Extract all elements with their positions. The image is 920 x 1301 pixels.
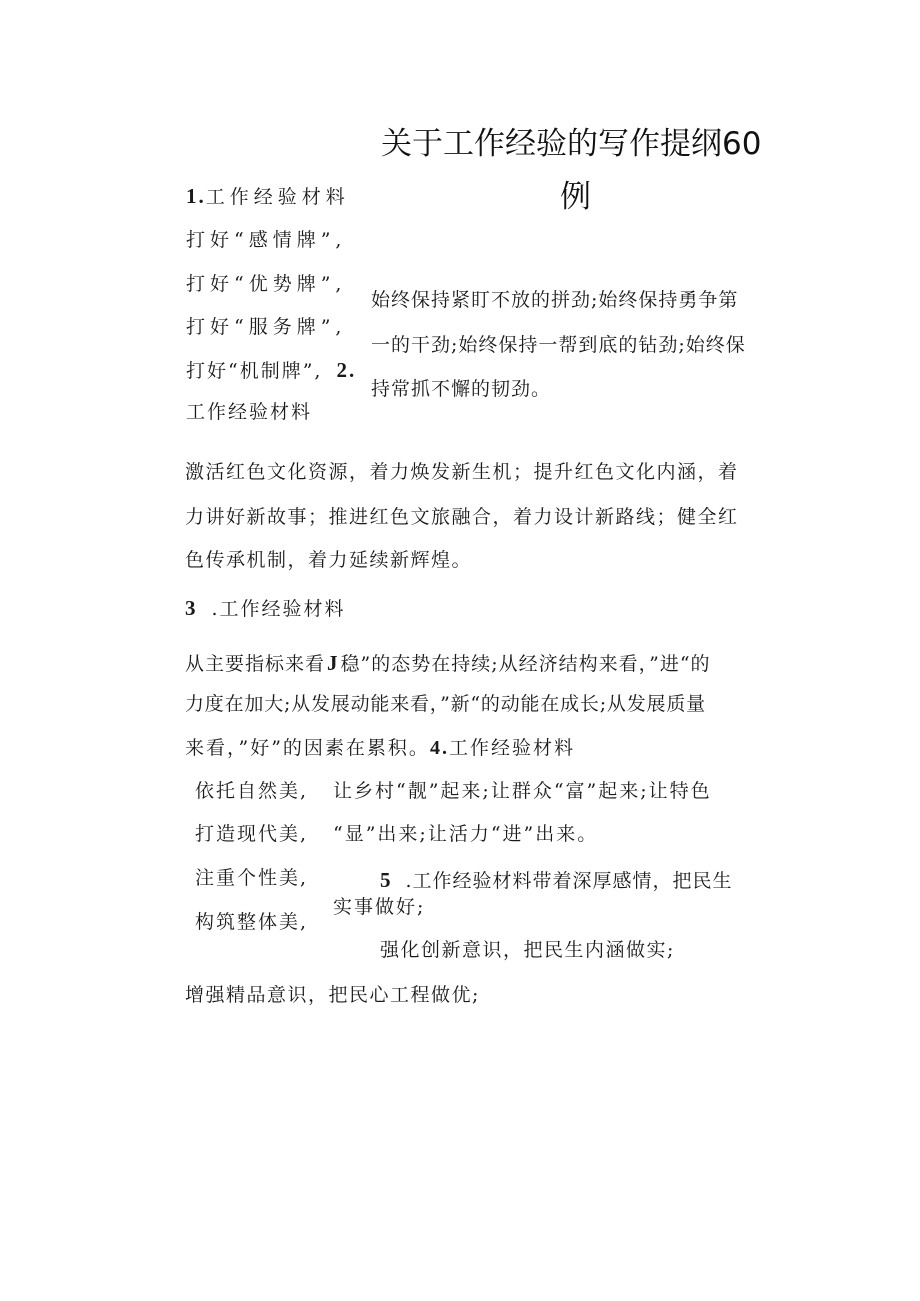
section-1-title: 工作经验材料 [205, 186, 350, 208]
section-3-line [185, 653, 711, 674]
section-3-line [185, 738, 575, 758]
section-5-heading [380, 870, 733, 891]
section-2b-line: 激活红色文化资源，着力焕发新生机；提升红色文化内涵，着 [185, 461, 739, 483]
section-4-right-line: 让乡村“靓”起来;让群众“富”起来;让特色 [333, 780, 712, 802]
page-title: 关于工作经验的写作提纲60 [381, 126, 762, 162]
section-4-left-item: 打造现代美, [195, 823, 309, 845]
section-1-item-row [186, 360, 356, 381]
section-2-line: 一的干劲;始终保持一帮到底的钻劲;始终保 [371, 334, 746, 356]
section-3-heading [185, 598, 346, 619]
section-3-j-mark: J [327, 651, 339, 675]
section-4-title: 工作经验材料 [448, 737, 575, 759]
section-4-number: 4. [429, 737, 449, 759]
section-2-line: 始终保持紧盯不放的拼劲;始终保持勇争第 [371, 289, 739, 311]
section-2b-line: 力讲好新故事；推进红色文旅融合，着力设计新路线；健全红 [185, 506, 739, 528]
section-5-line: 强化创新意识，把民生内涵做实; [380, 939, 675, 961]
section-5-line: 实事做好; [333, 896, 426, 918]
section-1-item: 打好“服务牌”, [186, 316, 347, 338]
section-1-item: 打好“感情牌”, [186, 229, 347, 251]
section-2-line: 持常抓不懈的韧劲。 [371, 378, 552, 400]
section-2-number: 2. [336, 358, 357, 382]
section-1-item: 打好“机制牌”, [186, 360, 323, 382]
section-3-number: 3 [185, 596, 198, 620]
section-1-item: 打好“优势牌”, [186, 273, 347, 295]
section-3-line: 力度在加大;从发展动能来看，”新“的动能在成长;从发展质量 [185, 693, 706, 715]
section-3-title: .工作经验材料 [211, 598, 346, 620]
section-4-right-line: “显”出来;让活力“进”出来。 [333, 823, 599, 845]
page-title-continued: 例 [560, 179, 591, 215]
section-1-number: 1. [186, 184, 206, 208]
section-5-number: 5 [380, 868, 392, 892]
section-4-left-item: 注重个性美, [195, 867, 309, 889]
section-5-title: .工作经验材料带着深厚感情，把民生 [405, 870, 733, 892]
section-4-left-item: 构筑整体美, [195, 911, 309, 933]
section-2-title: 工作经验材料 [186, 401, 313, 423]
section-3-text: 来看，”好”的因素在累积。 [185, 737, 430, 759]
section-1-heading [186, 186, 350, 207]
section-3-text: 稳”的态势在持续;从经济结构来看，”进“的 [340, 653, 711, 675]
section-5-line: 增强精品意识，把民心工程做优; [185, 984, 480, 1006]
section-2b-line: 色传承机制，着力延续新辉煌。 [185, 549, 473, 571]
section-3-text: 从主要指标来看 [185, 653, 326, 675]
section-4-left-item: 依托自然美, [195, 780, 309, 802]
